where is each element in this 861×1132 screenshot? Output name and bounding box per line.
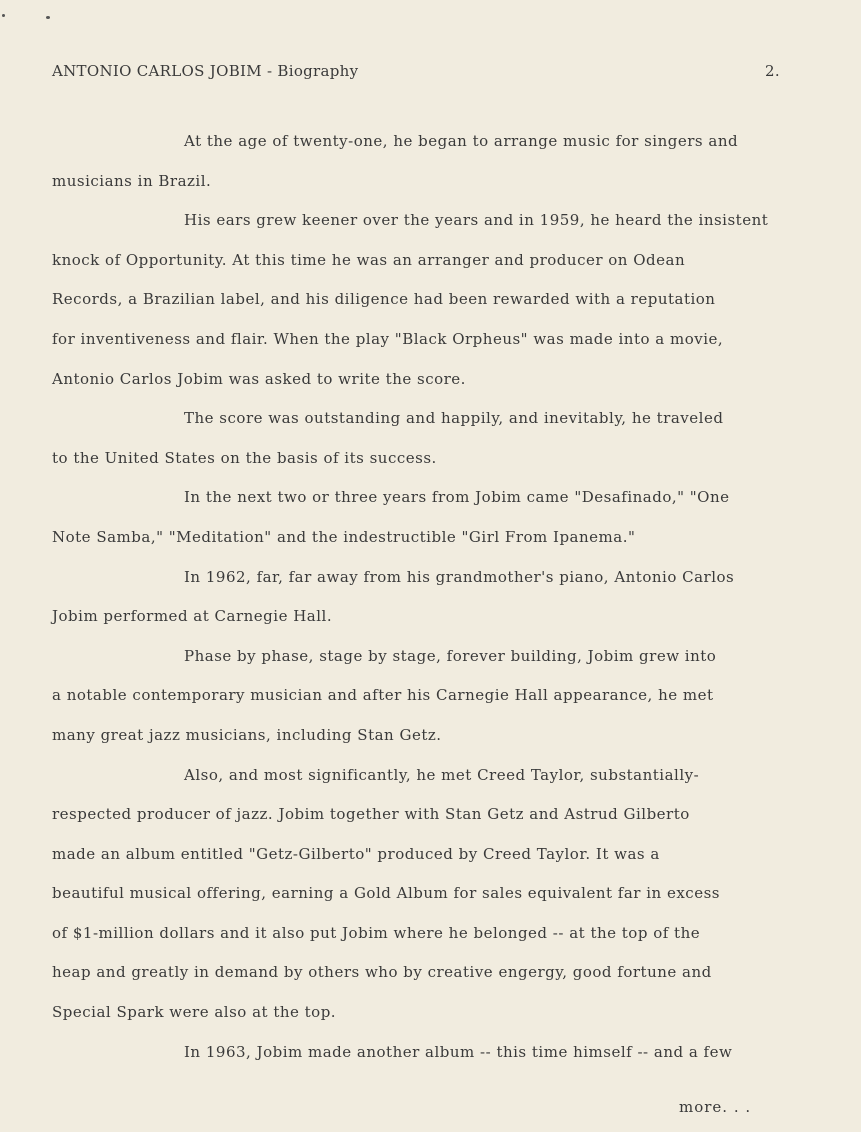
text-line: Also, and most significantly, he met Creed Taylor, substantially- — [184, 765, 700, 784]
text-line: a notable contemporary musician and after his Carnegie Hall appearance, he met — [52, 686, 714, 705]
text-line: In 1963, Jobim made another album -- this time himself -- and a few — [184, 1042, 733, 1061]
text-line: knock of Opportunity. At this time he was an arranger and producer on Odean — [52, 250, 686, 269]
text-line: Antonio Carlos Jobim was asked to write the score. — [52, 369, 466, 388]
continuation-note: more. . . — [679, 1098, 752, 1116]
text-line: musicians in Brazil. — [52, 171, 212, 190]
paper-speck — [2, 14, 5, 17]
text-line: Phase by phase, stage by stage, forever building, Jobim grew into — [184, 646, 717, 665]
paper-speck — [46, 16, 50, 19]
text-line: to the United States on the basis of its success. — [52, 448, 437, 467]
text-line: Records, a Brazilian label, and his diligence had been rewarded with a reputation — [52, 290, 716, 309]
text-line: for inventiveness and flair. When the play "Black Orpheus" was made into a movie, — [52, 329, 724, 348]
text-line: Jobim performed at Carnegie Hall. — [52, 607, 333, 626]
text-line: Note Samba," "Meditation" and the indestructible "Girl From Ipanema." — [52, 527, 636, 546]
text-line: His ears grew keener over the years and in 1959, he heard the insistent — [184, 211, 769, 230]
text-line: At the age of twenty-one, he began to arrange music for singers and — [184, 132, 739, 150]
text-line: made an album entitled "Getz-Gilberto" produced by Creed Taylor. It was a — [52, 844, 660, 863]
text-line: The score was outstanding and happily, and inevitably, he traveled — [184, 409, 724, 428]
document-body — [52, 122, 822, 1072]
text-line: beautiful musical offering, earning a Gold Album for sales equivalent far in excess — [52, 884, 720, 903]
text-line: respected producer of jazz. Jobim together with Stan Getz and Astrud Gilberto — [52, 805, 690, 824]
document-title: ANTONIO CARLOS JOBIM - Biography — [52, 62, 359, 80]
text-line: many great jazz musicians, including Stan Getz. — [52, 725, 442, 744]
page-number: 2. — [765, 62, 780, 80]
text-line: Special Spark were also at the top. — [52, 1003, 337, 1022]
text-line: heap and greatly in demand by others who by creative engergy, good fortune and — [52, 963, 712, 982]
text-line: of $1-million dollars and it also put Jobim where he belonged -- at the top of the — [52, 923, 701, 942]
text-line: In the next two or three years from Jobim came "Desafinado," "One — [184, 488, 730, 507]
text-line: In 1962, far, far away from his grandmother's piano, Antonio Carlos — [184, 567, 735, 586]
page-header — [52, 62, 792, 86]
